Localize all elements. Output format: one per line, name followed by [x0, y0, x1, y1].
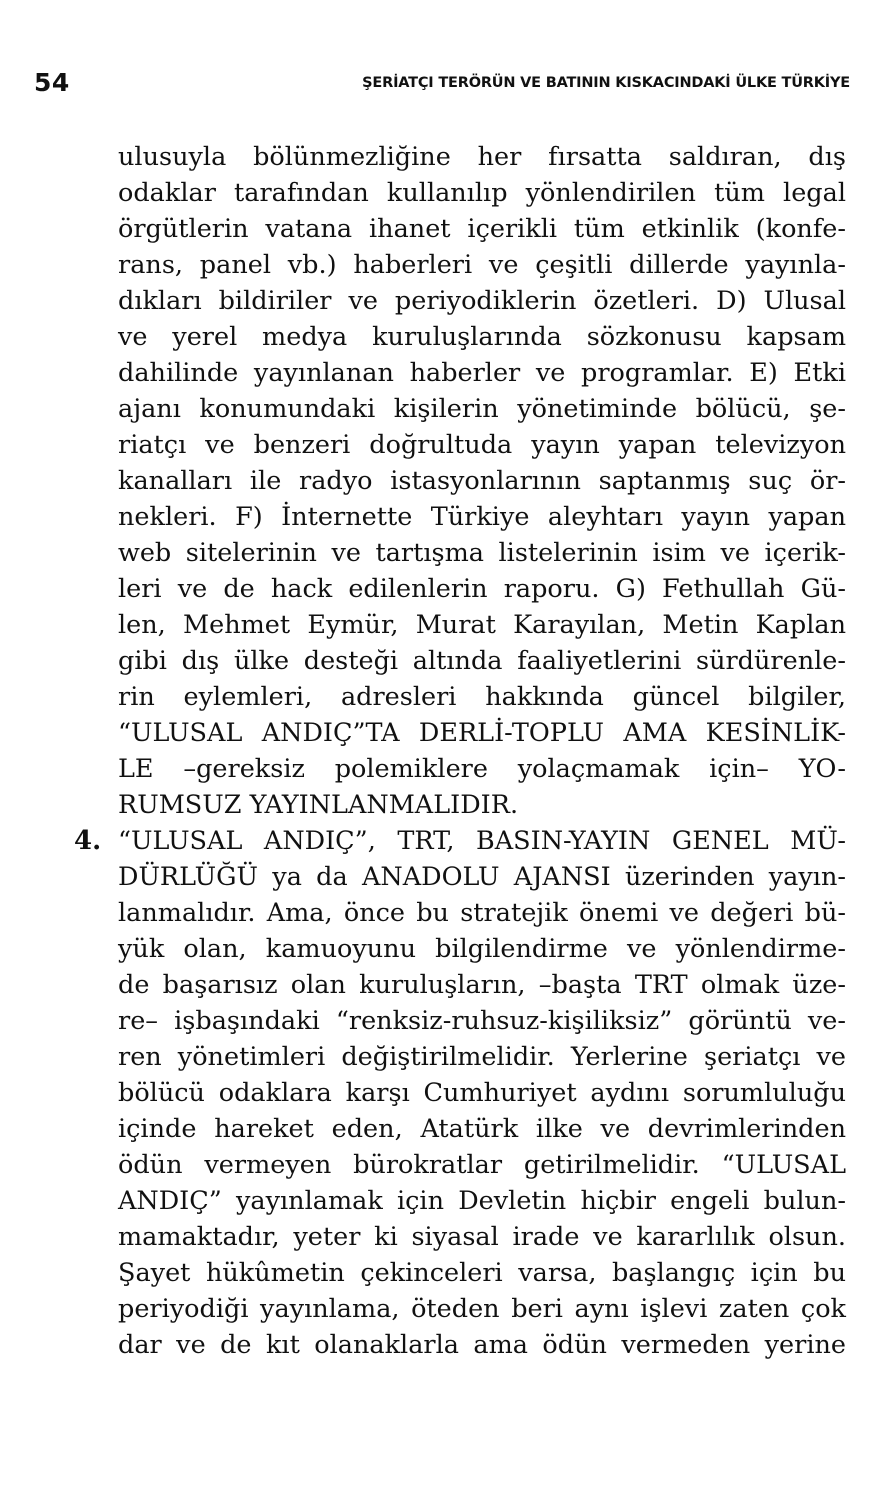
text-line: ödün vermeyen bürokratlar getirilmelidir. “ULUSAL	[118, 1150, 846, 1180]
text-line: odaklar tarafından kullanılıp yönlendirilen tüm legal	[118, 178, 846, 208]
list-item-number: 4.	[74, 826, 102, 856]
text-line: de başarısız olan kuruluşların, –başta TRT olmak üze-	[118, 970, 846, 1000]
text-line: ANDIÇ” yayınlamak için Devletin hiçbir engeli bulun-	[118, 1186, 846, 1216]
text-line: RUMSUZ YAYINLANMALIDIR.	[118, 790, 519, 820]
page-header	[34, 68, 850, 98]
text-line: ve yerel medya kuruluşlarında sözkonusu kapsam	[118, 322, 846, 352]
text-line: LE –gereksiz polemiklere yolaçmamak için– YO-	[118, 754, 846, 784]
text-line: yük olan, kamuoyunu bilgilendirme ve yönlendirme-	[118, 934, 846, 964]
text-line: leri ve de hack edilenlerin raporu. G) Fethullah Gü-	[118, 574, 846, 604]
text-line: web sitelerinin ve tartışma listelerinin isim ve içerik-	[118, 538, 846, 568]
text-line: lanmalıdır. Ama, önce bu stratejik önemi ve değeri bü-	[118, 898, 846, 928]
text-line: riatçı ve benzeri doğrultuda yayın yapan televizyon	[118, 430, 846, 460]
text-line: ulusuyla bölünmezliğine her fırsatta saldıran, dış	[118, 142, 846, 172]
text-line: DÜRLÜĞÜ ya da ANADOLU AJANSI üzerinden yayın-	[118, 862, 846, 892]
text-line: gibi dış ülke desteği altında faaliyetlerini sürdürenle-	[118, 646, 846, 676]
text-line: mamaktadır, yeter ki siyasal irade ve kararlılık olsun.	[118, 1222, 846, 1252]
text-line: “ULUSAL ANDIÇ”, TRT, BASIN-YAYIN GENEL MÜ-	[118, 826, 846, 856]
text-line: len, Mehmet Eymür, Murat Karayılan, Metin Kaplan	[118, 610, 846, 640]
text-line: dar ve de kıt olanaklarla ama ödün vermeden yerine	[118, 1330, 846, 1360]
text-line: rin eylemleri, adresleri hakkında güncel bilgiler,	[118, 682, 846, 712]
text-line: re– işbaşındaki “renksiz-ruhsuz-kişiliksiz” görüntü ve-	[118, 1006, 846, 1036]
page-number: 54	[34, 68, 70, 97]
text-line: Şayet hükûmetin çekinceleri varsa, başlangıç için bu	[118, 1258, 846, 1288]
text-line: ajanı konumundaki kişilerin yönetiminde bölücü, şe-	[118, 394, 846, 424]
text-line: içinde hareket eden, Atatürk ilke ve devrimlerinden	[118, 1114, 846, 1144]
text-line: ren yönetimleri değiştirilmelidir. Yerlerine şeriatçı ve	[118, 1042, 846, 1072]
text-line: “ULUSAL ANDIÇ”TA DERLİ-TOPLU AMA KESİNLİK-	[118, 718, 846, 748]
text-line: örgütlerin vatana ihanet içerikli tüm etkinlik (konfe-	[118, 214, 846, 244]
text-line: dıkları bildiriler ve periyodiklerin özetleri. D) Ulusal	[118, 286, 846, 316]
text-line: rans, panel vb.) haberleri ve çeşitli dillerde yayınla-	[118, 250, 846, 280]
text-line: bölücü odaklara karşı Cumhuriyet aydını sorumluluğu	[118, 1078, 846, 1108]
text-line: periyodiği yayınlama, öteden beri aynı işlevi zaten çok	[118, 1294, 846, 1324]
text-line: nekleri. F) İnternette Türkiye aleyhtarı yayın yapan	[118, 502, 846, 532]
text-line: kanalları ile radyo istasyonlarının saptanmış suç ör-	[118, 466, 846, 496]
running-title: ŞERİATÇI TERÖRÜN VE BATININ KISKACINDAKİ ÜLKE TÜRKİYE	[362, 75, 850, 91]
text-line: dahilinde yayınlanan haberler ve programlar. E) Etki	[118, 358, 846, 388]
